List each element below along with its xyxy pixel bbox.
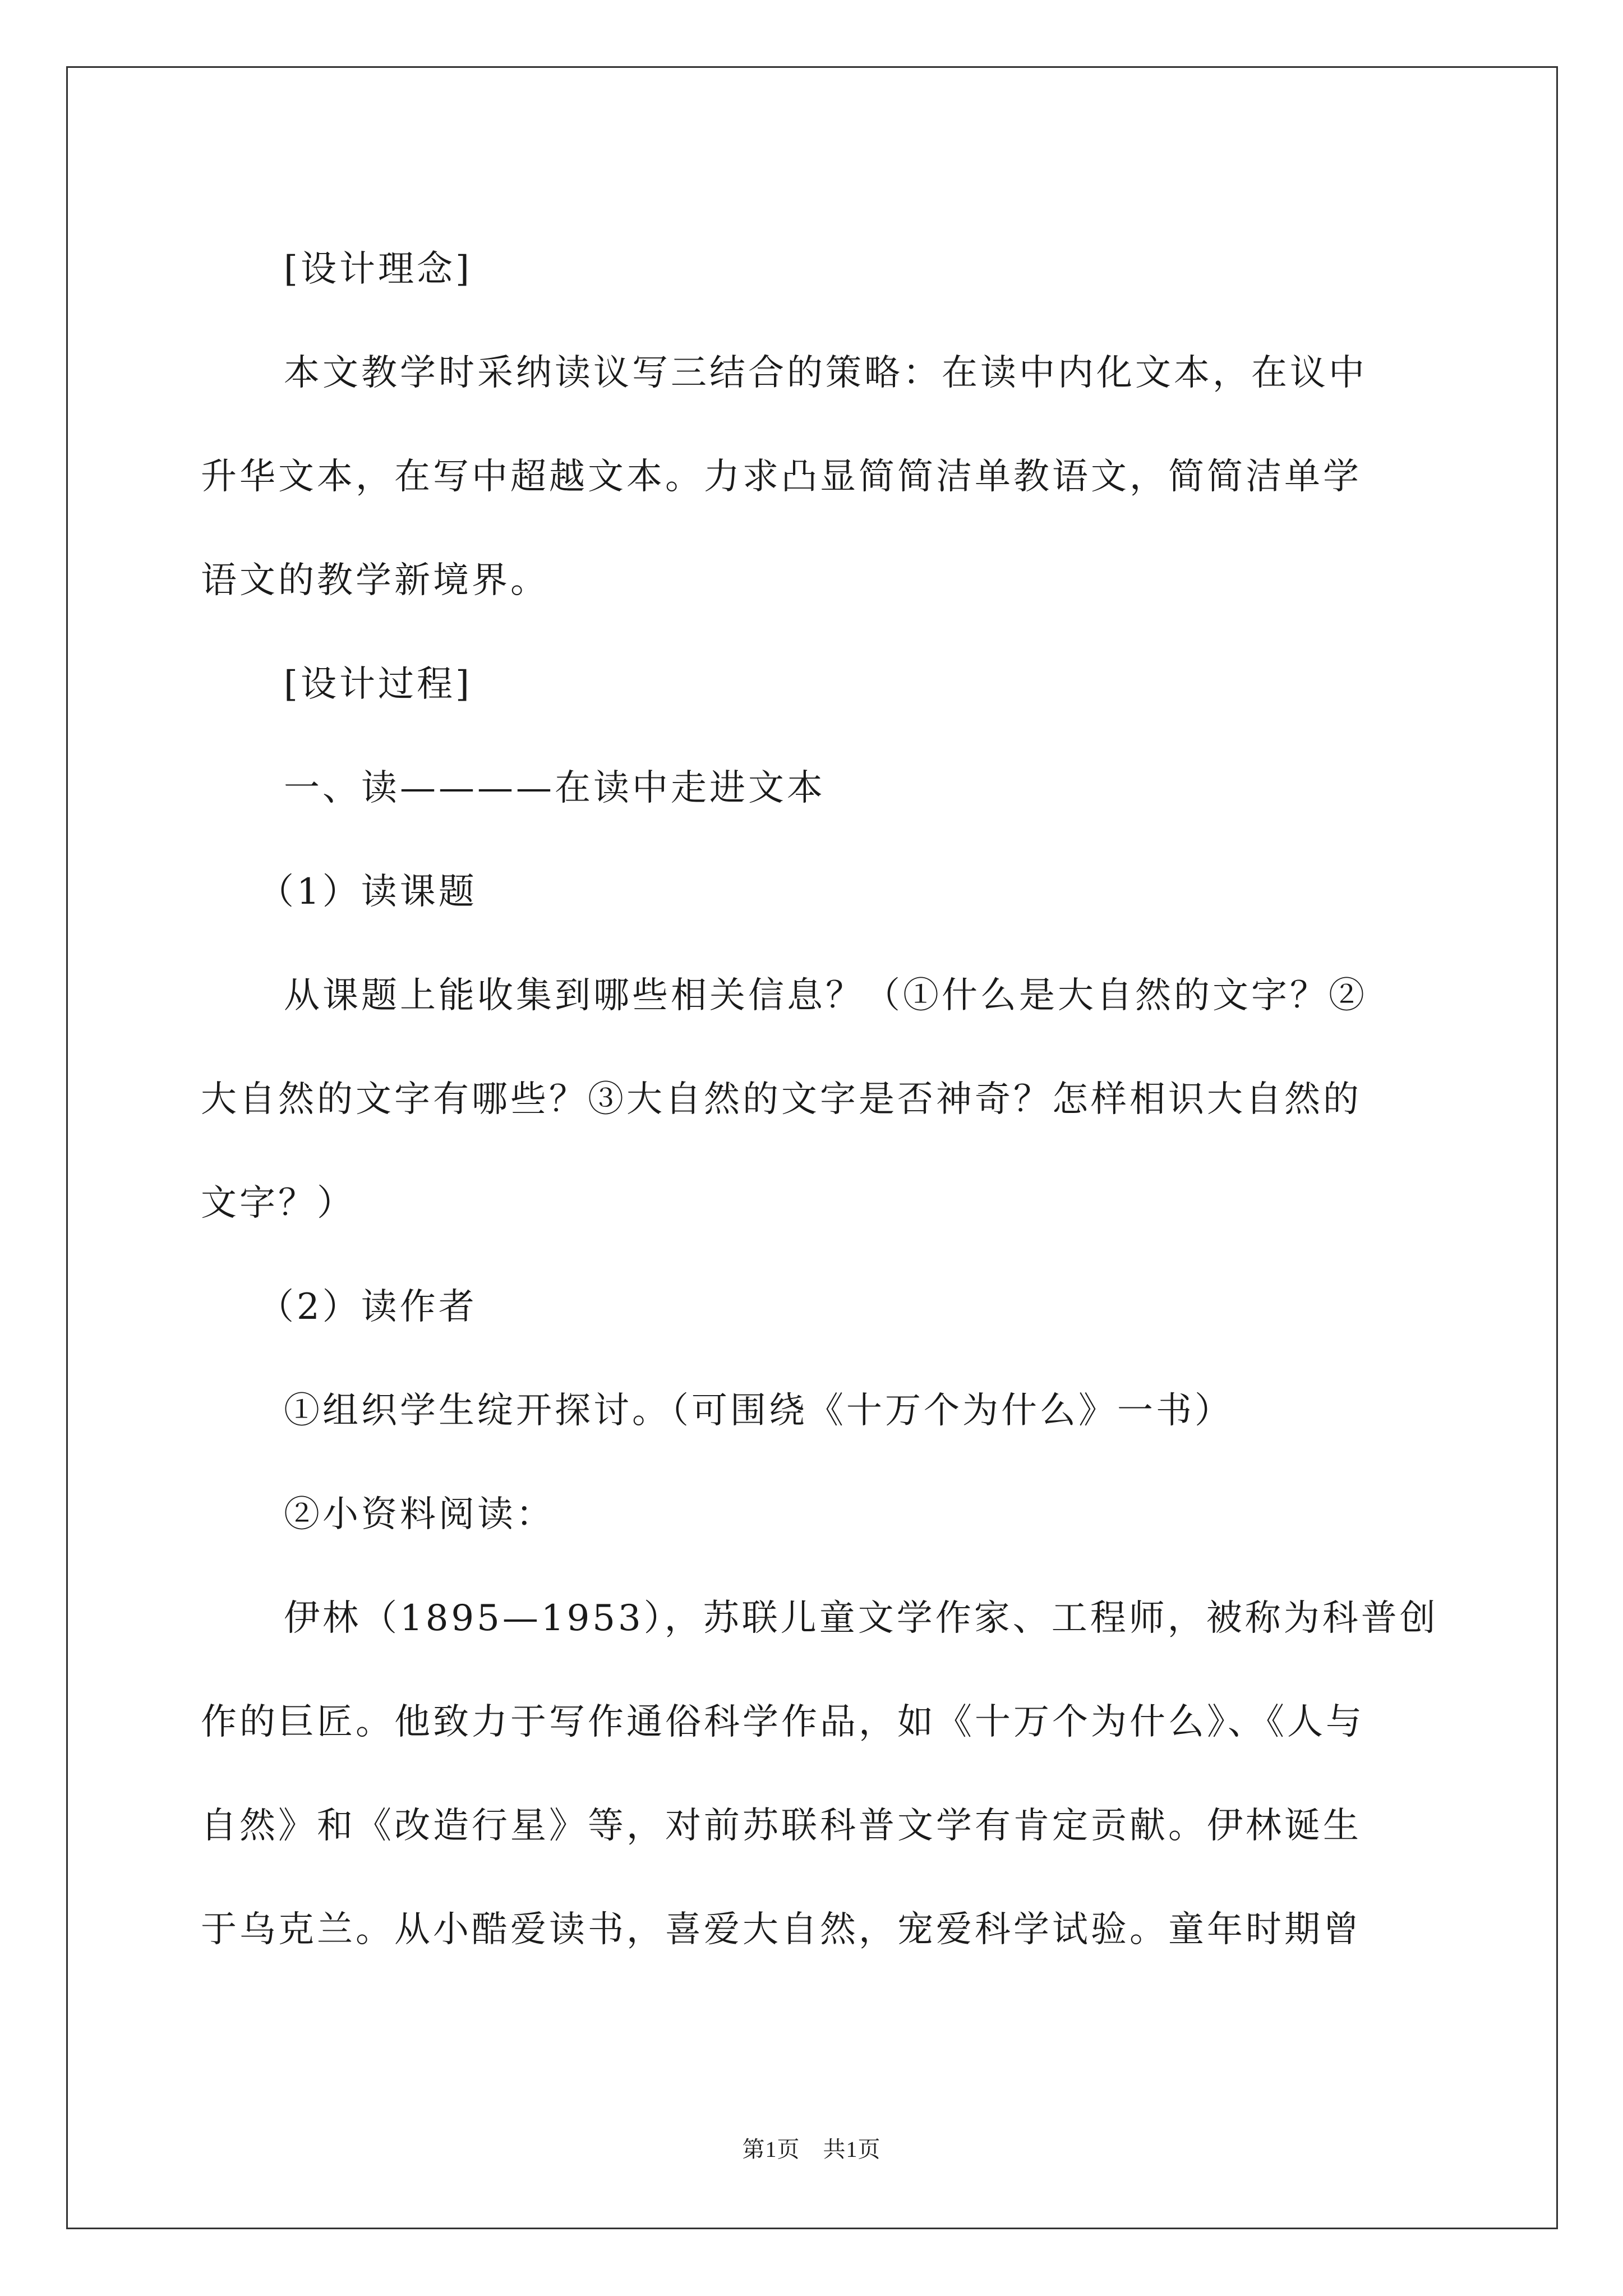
text-line: （2）读作者	[258, 1286, 477, 1328]
document-body	[201, 218, 1438, 1982]
text-line: 大自然的文字有哪些？③大自然的文字是否神奇？怎样相识大自然的	[201, 1079, 1362, 1120]
text-line: 语文的教学新境界。	[201, 560, 549, 601]
text-line: 从课题上能收集到哪些相关信息？（①什么是大自然的文字？②	[284, 975, 1367, 1016]
text-line: ①组织学生绽开探讨。（可围绕《十万个为什么》一书）	[284, 1390, 1233, 1432]
text-line: 本文教学时采纳读议写三结合的策略：在读中内化文本，在议中	[284, 352, 1367, 394]
text-line: 一、读————在读中走进文本	[284, 767, 826, 809]
text-line: ②小资料阅读：	[284, 1494, 555, 1535]
text-line: 于乌克兰。从小酷爱读书，喜爱大自然，宠爱科学试验。童年时期曾	[201, 1909, 1362, 1950]
page-footer: 第1页 共1页	[742, 2137, 881, 2162]
text-line: （1）读课题	[258, 871, 477, 913]
text-line: 升华文本，在写中超越文本。力求凸显简简洁单教语文，简简洁单学	[201, 456, 1362, 498]
text-line: [设计理念]	[284, 249, 472, 290]
text-line: [设计过程]	[284, 664, 472, 705]
text-line: 自然》和《改造行星》等，对前苏联科普文学有肯定贡献。伊林诞生	[201, 1805, 1362, 1847]
text-line: 伊林（1895—1953），苏联儿童文学作家、工程师，被称为科普创	[284, 1598, 1438, 1639]
text-line: 作的巨匠。他致力于写作通俗科学作品，如《十万个为什么》、《人与	[201, 1701, 1364, 1743]
text-line: 文字？）	[201, 1182, 356, 1224]
